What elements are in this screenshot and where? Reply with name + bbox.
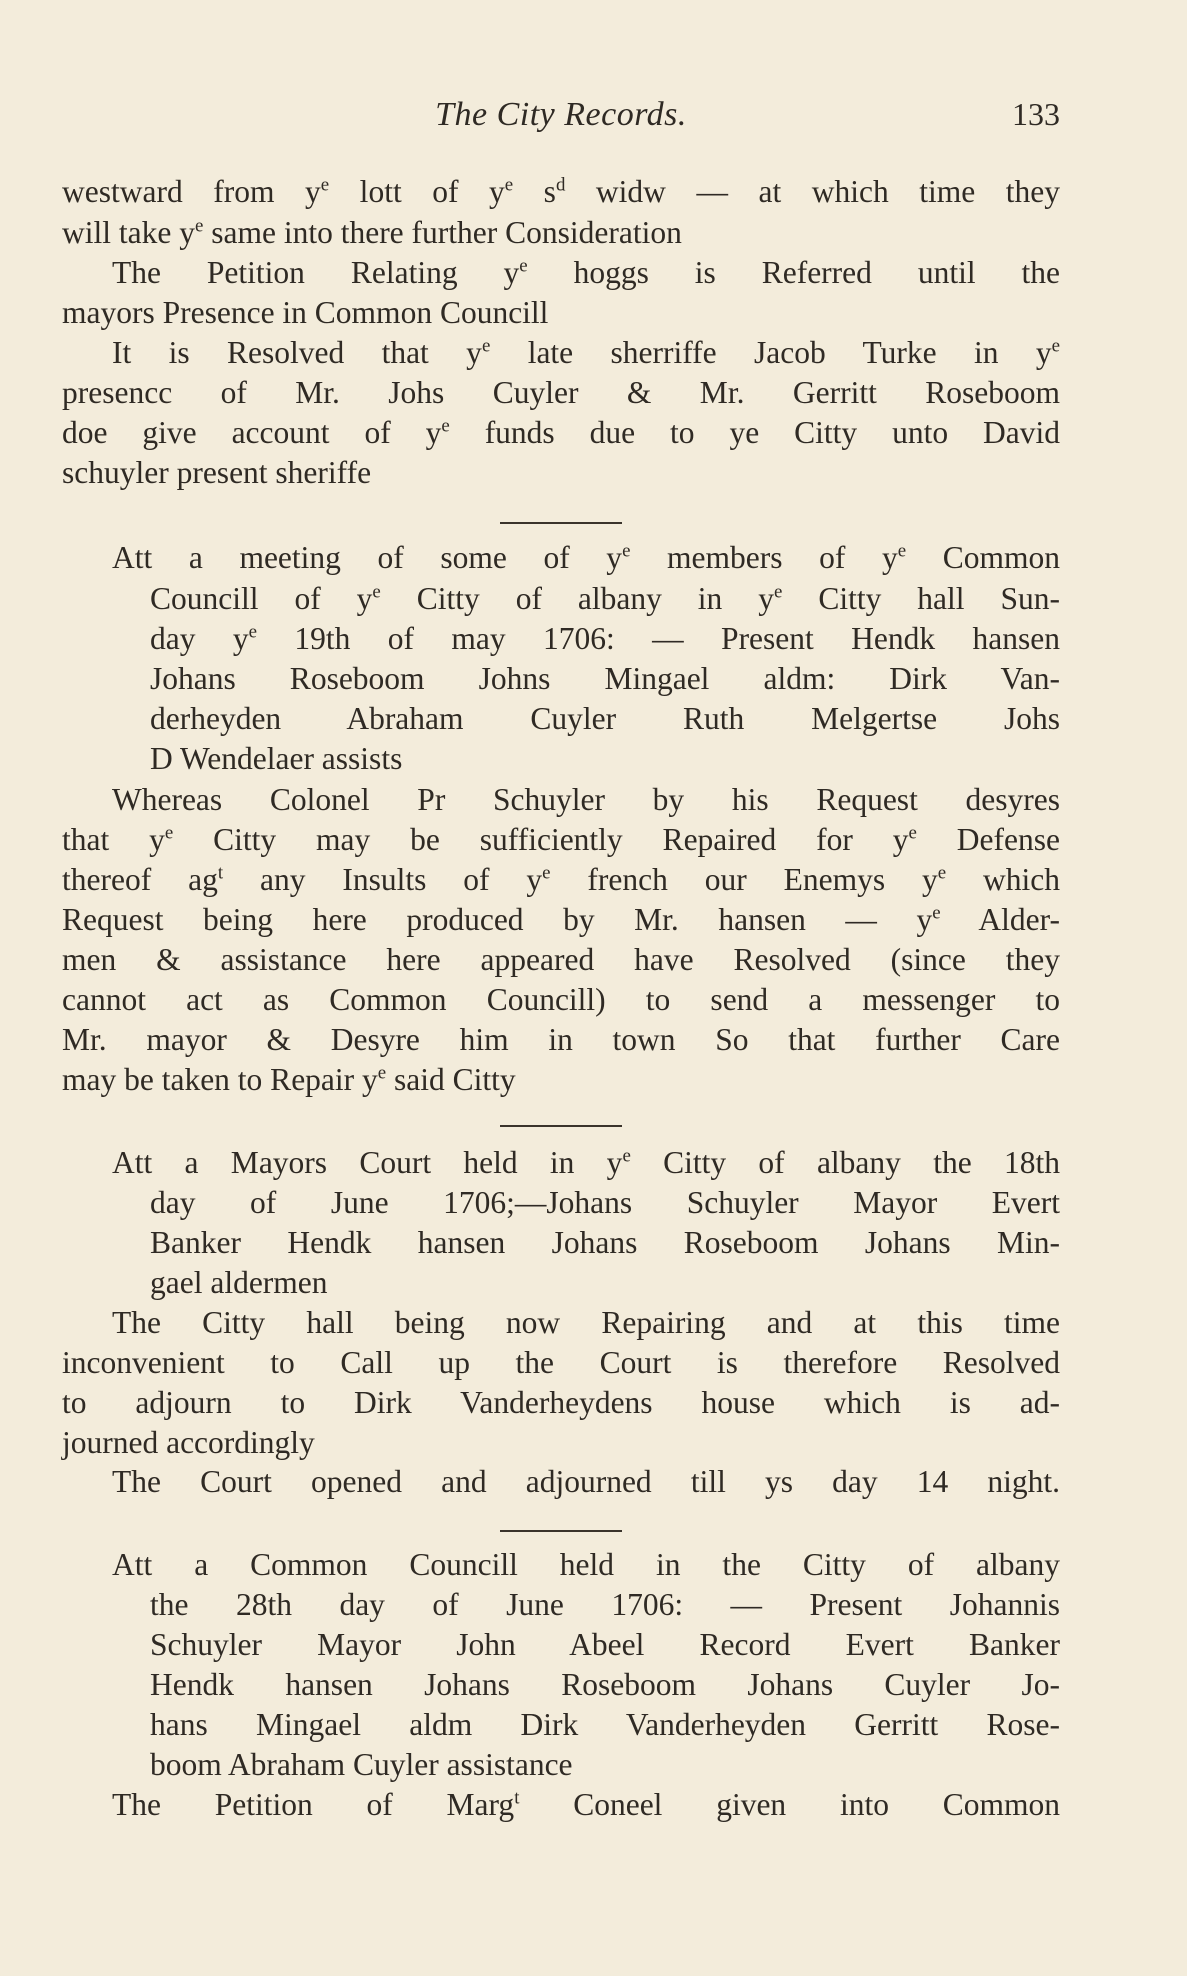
text-line [150, 1745, 1060, 1785]
text-line [112, 538, 1060, 578]
text-line [150, 1263, 1060, 1303]
text-line [62, 1060, 1060, 1100]
text-segment: will take y [62, 215, 195, 250]
superscript: d [555, 174, 566, 196]
superscript: e [504, 174, 514, 196]
text-segment: boom Abraham Cuyler assistance [150, 1747, 573, 1782]
superscript: t [514, 1787, 520, 1809]
text-line [62, 213, 1060, 253]
text-segment: Common [906, 540, 1060, 575]
text-segment: to adjourn to Dirk Vanderheydens house which is ad- [62, 1385, 1060, 1420]
text-segment: journed accordingly [62, 1425, 315, 1460]
text-segment: funds due to ye Citty unto David [449, 415, 1060, 450]
text-line [62, 980, 1060, 1020]
page-header [62, 96, 1060, 146]
superscript: e [377, 1062, 387, 1084]
text-line [150, 699, 1060, 739]
text-segment: mayors Presence in Common Councill [62, 295, 549, 330]
text-segment: men & assistance here appeared have Resolved (since they [62, 942, 1060, 977]
text-segment: The Citty hall being now Repairing and at this time [112, 1305, 1060, 1340]
text-segment: lott of y [329, 174, 505, 209]
text-line [62, 373, 1060, 413]
text-line [150, 739, 1060, 779]
running-title: The City Records. [435, 96, 687, 133]
superscript: e [164, 822, 174, 844]
text-line [150, 659, 1060, 699]
text-segment: thereof ag [62, 862, 218, 897]
text-line [62, 1383, 1060, 1423]
text-line [62, 940, 1060, 980]
text-segment: any Insults of y [223, 862, 543, 897]
text-line [62, 1020, 1060, 1060]
text-segment: Mr. mayor & Desyre him in town So that further Care [62, 1022, 1060, 1057]
text-line [112, 1545, 1060, 1585]
text-segment: that y [62, 822, 165, 857]
text-segment: Citty of albany in y [380, 581, 774, 616]
text-segment: presencc of Mr. Johs Cuyler & Mr. Gerritt Roseboom [62, 375, 1060, 410]
text-segment: Att a meeting of some of y [112, 540, 623, 575]
superscript: e [320, 174, 330, 196]
text-segment: Request being here produced by Mr. hansen — y [62, 902, 933, 937]
text-segment: members of y [630, 540, 898, 575]
text-segment: may be taken to Repair y [62, 1062, 378, 1097]
text-line [150, 1625, 1060, 1665]
text-segment: schuyler present sheriffe [62, 455, 372, 490]
superscript: e [542, 862, 551, 884]
superscript: e [194, 215, 204, 237]
text-line [112, 1785, 1060, 1825]
text-segment: Citty of albany the 18th [630, 1145, 1060, 1180]
text-segment: Att a Mayors Court held in y [112, 1145, 623, 1180]
text-segment: said Citty [386, 1062, 516, 1097]
text-line [150, 579, 1060, 619]
text-line [62, 172, 1060, 212]
page-number: 133 [1012, 96, 1060, 132]
superscript: e [897, 540, 907, 562]
text-line [150, 1183, 1060, 1223]
text-segment: D Wendelaer assists [150, 741, 403, 776]
text-line [150, 1705, 1060, 1745]
text-line [62, 860, 1060, 900]
superscript: e [481, 335, 491, 357]
superscript: e [622, 540, 631, 562]
text-segment: doe give account of y [62, 415, 442, 450]
text-line [112, 1462, 1060, 1502]
text-segment: hans Mingael aldm Dirk Vanderheyden Gerritt Rose- [150, 1707, 1060, 1742]
text-line [112, 1143, 1060, 1183]
text-segment: same into there further Consideration [203, 215, 682, 250]
text-line [112, 1303, 1060, 1343]
text-segment: derheyden Abraham Cuyler Ruth Melgertse Johs [150, 701, 1060, 736]
text-segment: Defense [916, 822, 1060, 857]
text-segment: Johans Roseboom Johns Mingael aldm: Dirk Van- [150, 661, 1060, 696]
superscript: e [1051, 335, 1060, 357]
superscript: e [622, 1145, 631, 1167]
text-segment: french our Enemys y [550, 862, 938, 897]
text-line [62, 900, 1060, 940]
text-segment: Alder- [940, 902, 1060, 937]
superscript: e [937, 862, 947, 884]
text-line [62, 293, 1060, 333]
text-segment: widw — at which time they [565, 174, 1061, 209]
text-segment: westward from y [62, 174, 321, 209]
text-line [150, 1223, 1060, 1263]
text-segment: Schuyler Mayor John Abeel Record Evert Banker [150, 1627, 1060, 1662]
text-line [150, 1665, 1060, 1705]
section-divider [500, 1530, 622, 1532]
superscript: e [372, 581, 381, 603]
text-segment: Hendk hansen Johans Roseboom Johans Cuyler Jo- [150, 1667, 1060, 1702]
section-divider [500, 522, 622, 524]
text-line [150, 1585, 1060, 1625]
text-segment: cannot act as Common Councill) to send a messenger to [62, 982, 1060, 1017]
superscript: e [441, 415, 450, 437]
text-segment: Banker Hendk hansen Johans Roseboom Johans Min- [150, 1225, 1060, 1260]
superscript: e [908, 822, 917, 844]
text-segment: inconvenient to Call up the Court is therefore Resolved [62, 1345, 1060, 1380]
text-segment: day y [150, 621, 249, 656]
text-segment: which [946, 862, 1061, 897]
text-segment: 19th of may 1706: — Present Hendk hansen [257, 621, 1060, 656]
text-line [62, 820, 1060, 860]
superscript: t [217, 862, 224, 884]
text-segment: s [513, 174, 556, 209]
text-line [62, 413, 1060, 453]
text-segment: The Court opened and adjourned till ys day 14 night. [112, 1464, 1060, 1499]
text-segment: gael aldermen [150, 1265, 328, 1300]
text-line [112, 333, 1060, 373]
text-line [62, 453, 1060, 493]
section-divider [500, 1125, 622, 1127]
text-line [62, 1423, 1060, 1463]
text-segment: The Petition Relating y [112, 255, 520, 290]
text-segment: Whereas Colonel Pr Schuyler by his Request desyres [112, 782, 1060, 817]
text-segment: Councill of y [150, 581, 373, 616]
text-segment: late sherriffe Jacob Turke in y [490, 335, 1052, 370]
text-segment: Att a Common Councill held in the Citty of albany [112, 1547, 1060, 1582]
text-segment: day of June 1706;—Johans Schuyler Mayor Evert [150, 1185, 1060, 1220]
text-line [112, 780, 1060, 820]
text-segment: hoggs is Referred until the [527, 255, 1060, 290]
superscript: e [932, 902, 941, 924]
text-segment: Coneel given into Common [519, 1787, 1060, 1822]
superscript: e [519, 255, 528, 277]
superscript: e [248, 621, 258, 643]
text-segment: the 28th day of June 1706: — Present Johannis [150, 1587, 1060, 1622]
text-line [112, 253, 1060, 293]
text-line [62, 1343, 1060, 1383]
text-segment: It is Resolved that y [112, 335, 482, 370]
superscript: e [774, 581, 783, 603]
text-segment: Citty hall Sun- [782, 581, 1060, 616]
text-segment: Citty may be sufficiently Repaired for y [173, 822, 909, 857]
text-line [150, 619, 1060, 659]
text-segment: The Petition of Marg [112, 1787, 515, 1822]
